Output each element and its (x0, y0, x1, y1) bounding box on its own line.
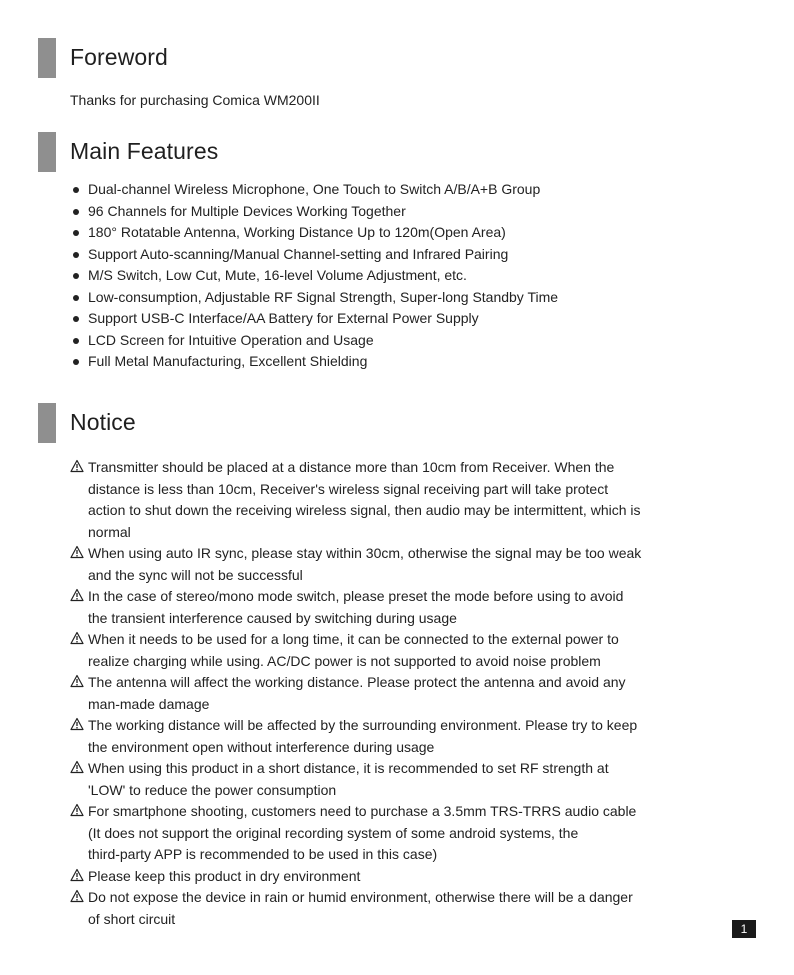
warning-triangle-icon (70, 760, 84, 774)
bullet-dot-icon (73, 209, 79, 215)
notice-title: Notice (70, 409, 136, 435)
bullet-dot-icon (73, 316, 79, 322)
feature-text: Dual-channel Wireless Microphone, One Touch to Switch A/B/A+B Group (88, 181, 541, 197)
notice-text: When it needs to be used for a long time, it can be connected to the external power to realize charging while using. AC/DC power is not supported to avoid noise problem (88, 631, 619, 669)
bullet-dot-icon (73, 359, 79, 365)
feature-item (70, 179, 558, 201)
feature-item (70, 308, 558, 330)
warning-triangle-icon (70, 868, 84, 882)
page-number: 1 (732, 920, 756, 938)
warning-triangle-icon (70, 803, 84, 817)
feature-text: Support Auto-scanning/Manual Channel-setting and Infrared Pairing (88, 245, 509, 262)
feature-text: 180° Rotatable Antenna, Working Distance Up to 120m(Open Area) (88, 224, 506, 240)
feature-item (70, 244, 558, 266)
notice-item (70, 672, 735, 715)
notice-heading (38, 403, 738, 443)
feature-text: Support USB-C Interface/AA Battery for External Power Supply (88, 310, 479, 326)
warning-triangle-icon (70, 889, 84, 903)
notice-text: The antenna will affect the working distance. Please protect the antenna and avoid any man-made damage (88, 674, 626, 712)
notice-text: The working distance will be affected by the surrounding environment. Please try to keep the environment open without interference during usage (88, 717, 638, 755)
notice-item (70, 543, 735, 586)
feature-item (70, 287, 558, 309)
notice-item (70, 866, 735, 888)
notice-text: Please keep this product in dry environment (88, 867, 361, 884)
bullet-dot-icon (73, 295, 79, 301)
bullet-dot-icon (73, 273, 79, 279)
notice-text: In the case of stereo/mono mode switch, please preset the mode before using to avoid the transient interference caused by switching during usage (88, 588, 624, 626)
notice-text: When using this product in a short distance, it is recommended to set RF strength at 'LOW' to reduce the power consumption (88, 760, 609, 798)
notice-item (70, 887, 735, 930)
section-bar (38, 403, 56, 443)
feature-item (70, 330, 558, 352)
warning-triangle-icon (70, 674, 84, 688)
notice-item (70, 758, 735, 801)
feature-item (70, 201, 558, 223)
warning-triangle-icon (70, 717, 84, 731)
section-bar (38, 38, 56, 78)
foreword-heading (38, 38, 738, 78)
warning-triangle-icon (70, 545, 84, 559)
notice-item (70, 457, 735, 543)
notice-list (70, 457, 735, 930)
notice-item (70, 586, 735, 629)
feature-text: Low-consumption, Adjustable RF Signal Strength, Super-long Standby Time (88, 288, 559, 305)
features-title: Main Features (70, 138, 219, 164)
bullet-dot-icon (73, 230, 79, 236)
notice-item (70, 629, 735, 672)
features-heading (38, 132, 738, 172)
foreword-title: Foreword (70, 44, 168, 70)
feature-text: 96 Channels for Multiple Devices Working Together (88, 202, 406, 219)
foreword-text: Thanks for purchasing Comica WM200II (70, 92, 320, 108)
notice-text: For smartphone shooting, customers need to purchase a 3.5mm TRS-TRRS audio cable (It does not support the original recording system of some android systems, the third-party APP is recommended to be used in this case) (88, 803, 637, 862)
feature-item (70, 351, 558, 373)
section-bar (38, 132, 56, 172)
feature-text: M/S Switch, Low Cut, Mute, 16-level Volume Adjustment, etc. (88, 267, 467, 283)
feature-text: Full Metal Manufacturing, Excellent Shielding (88, 353, 368, 369)
warning-triangle-icon (70, 631, 84, 645)
feature-item (70, 222, 558, 244)
bullet-dot-icon (73, 252, 79, 258)
features-list (70, 179, 558, 373)
notice-text: Do not expose the device in rain or humid environment, otherwise there will be a danger of short circuit (88, 889, 633, 927)
notice-text: When using auto IR sync, please stay within 30cm, otherwise the signal may be too weak and the sync will not be successful (88, 545, 642, 583)
feature-item (70, 265, 558, 287)
warning-triangle-icon (70, 459, 84, 473)
bullet-dot-icon (73, 338, 79, 344)
bullet-dot-icon (73, 187, 79, 193)
feature-text: LCD Screen for Intuitive Operation and Usage (88, 331, 374, 348)
notice-item (70, 715, 735, 758)
notice-item (70, 801, 735, 866)
notice-text: Transmitter should be placed at a distance more than 10cm from Receiver. When the distance is less than 10cm, Receiver's wireless signal receiving part will take protect action to shut down the receiving wireless signal, then audio may be intermittent, which is normal (88, 459, 641, 540)
warning-triangle-icon (70, 588, 84, 602)
